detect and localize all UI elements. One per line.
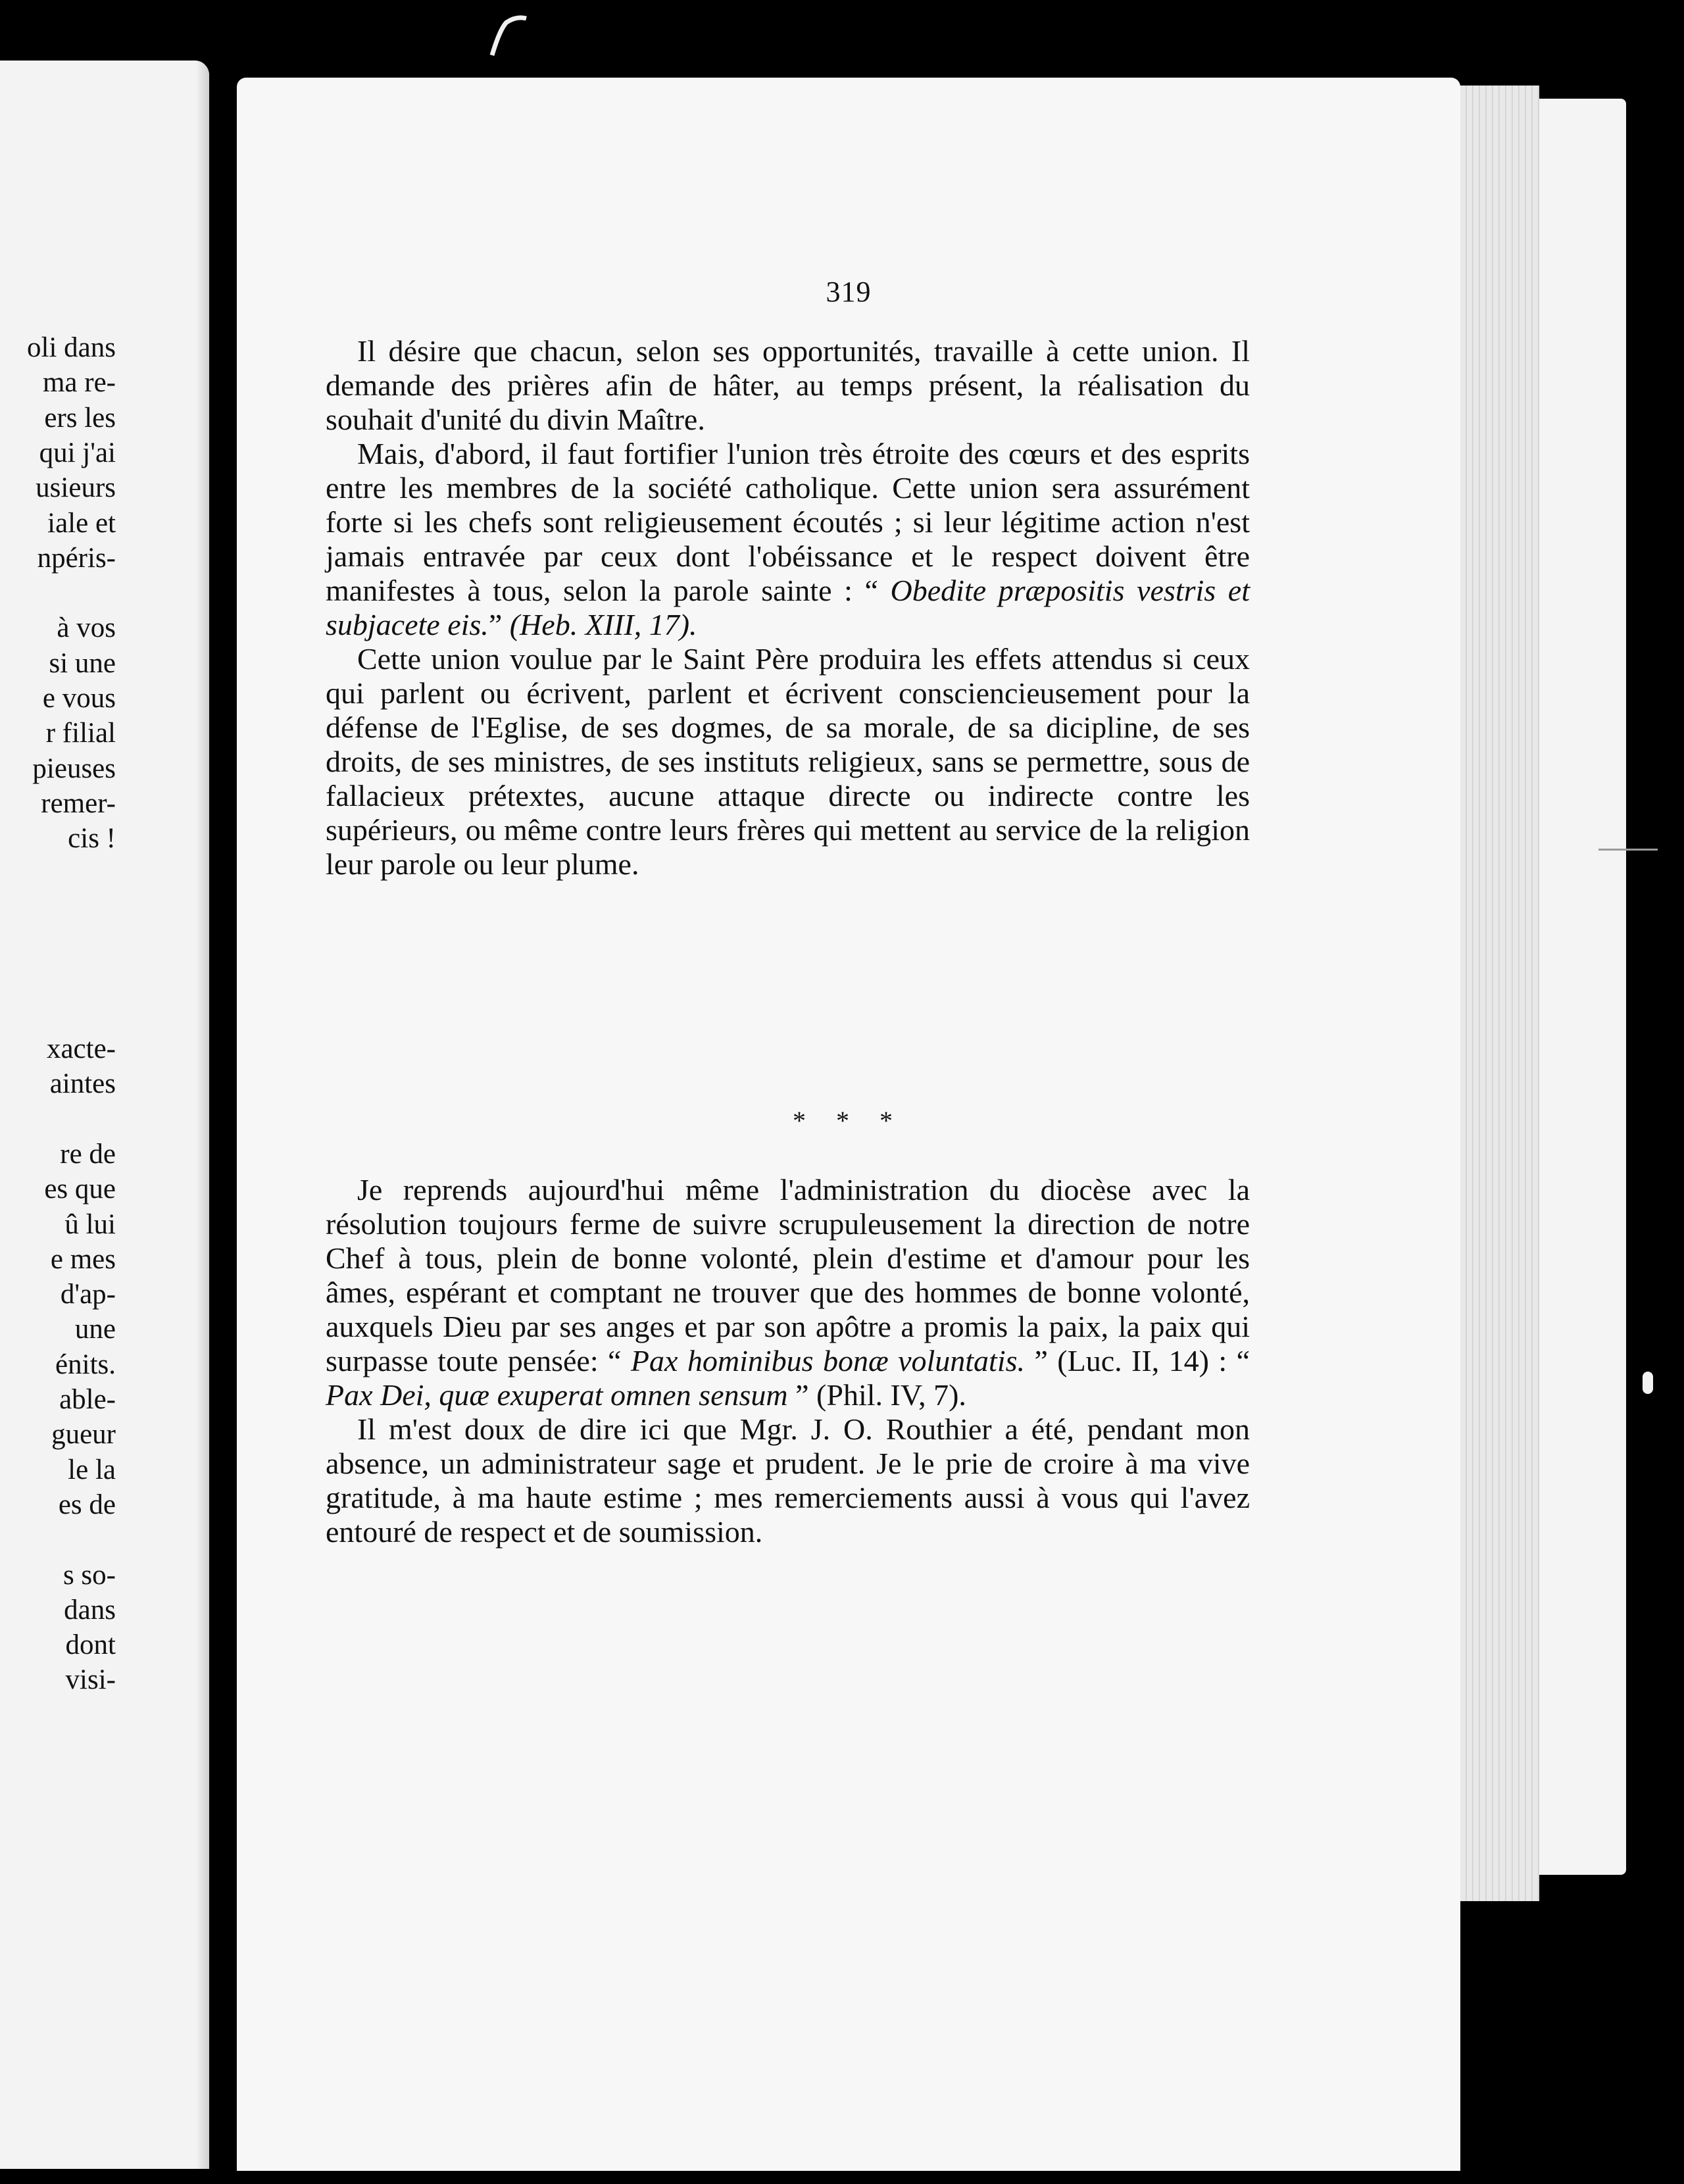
left-page-line: ers les <box>44 402 116 434</box>
ink-mark <box>487 9 539 62</box>
paragraph <box>326 642 1250 881</box>
left-page-line: oli dans <box>27 332 116 363</box>
left-page-line: remer- <box>41 787 116 819</box>
left-page-line: dont <box>65 1629 116 1661</box>
text-run: Mais, d'abord, il faut fortifier l'union très étroite des cœurs et des esprits entre les membres de la société catholique. Cette union sera assurément forte si les chefs sont religieusement écoutés ; si leur légitime action n'est jamais entravée par ceux dont l'obéissance et le respect doivent être manifestes à tous, selon la parole sainte : “ <box>326 437 1250 607</box>
paragraph <box>326 1173 1250 1412</box>
text-run: ” <box>488 608 510 641</box>
left-page-line: pieuses <box>32 753 116 784</box>
left-page-line: aintes <box>49 1068 116 1100</box>
left-page-line: le la <box>68 1454 116 1485</box>
paragraph <box>326 334 1250 437</box>
text-run: ” (Luc. II, 14) : “ <box>1025 1344 1250 1377</box>
section-divider: * * * <box>793 1106 904 1135</box>
left-page-line: xacte- <box>46 1033 116 1064</box>
left-page-line: visi- <box>65 1664 116 1696</box>
left-page-line: r filial <box>45 718 116 749</box>
text-run: Il m'est doux de dire ici que Mgr. J. O. Routhier a été, pendant mon absence, un administrateur sage et prudent. Je le prie de croire à ma vive gratitude, à ma haute estime ; mes remerciements aussi à vous qui l'avez entouré de respect et de soumission. <box>326 1412 1250 1549</box>
specks <box>1643 1372 1653 1394</box>
left-page-line: iale et <box>47 507 116 539</box>
current-page <box>237 78 1460 2171</box>
text-run: ” (Phil. IV, 7). <box>787 1378 966 1412</box>
left-page-line: cis ! <box>68 823 116 855</box>
left-page-line: npéris- <box>37 542 116 574</box>
italic-quote: Obedite præpositis vestris et subjacete eis. <box>326 574 1250 641</box>
page-number: 319 <box>826 276 872 308</box>
left-page-line: re de <box>60 1138 116 1170</box>
left-page-line: une <box>74 1314 116 1345</box>
left-page-line: es de <box>58 1489 116 1520</box>
left-page-line: e mes <box>50 1243 116 1275</box>
text-run: Je reprends aujourd'hui même l'administration du diocèse avec la résolution toujours ferme de suivre scrupuleusement la direction de notre Chef à tous, plein de bonne volonté, plein d'estime et d'amour pour les âmes, espérant et comptant ne trouver que des hommes de bonne volonté, auxquels Dieu par ses anges et par son apôtre a promis la paix, la paix qui surpasse toute pensée: “ <box>326 1173 1250 1377</box>
paragraph <box>326 437 1250 642</box>
left-page-line: gueur <box>51 1419 116 1451</box>
left-page-line: à vos <box>57 612 116 644</box>
left-page-line: qui j'ai <box>39 437 116 468</box>
italic-quote: (Heb. XIII, 17). <box>509 608 697 641</box>
left-page-line: ma re- <box>42 367 116 399</box>
previous-page-fragment <box>0 61 209 2169</box>
left-page-line: able- <box>59 1384 116 1415</box>
left-page-line: si une <box>49 647 116 679</box>
left-page-line: e vous <box>42 683 116 714</box>
text-section-1 <box>326 334 1250 881</box>
paragraph <box>326 1412 1250 1549</box>
italic-quote: Pax Dei, quæ exuperat omnen sensum <box>326 1378 788 1412</box>
left-page-line: s so- <box>62 1559 116 1591</box>
left-page-line: d'ap- <box>60 1279 116 1310</box>
left-page-line: es que <box>44 1174 116 1205</box>
left-page-line: énits. <box>55 1349 116 1380</box>
italic-quote: Pax hominibus bonæ voluntatis. <box>630 1344 1026 1377</box>
left-page-line: û lui <box>64 1208 116 1240</box>
left-page-line: usieurs <box>36 472 116 504</box>
text-run: Il désire que chacun, selon ses opportunités, travaille à cette union. Il demande des prières afin de hâter, au temps présent, la réalisation du souhait d'unité du divin Maître. <box>326 334 1250 436</box>
text-section-2 <box>326 1173 1250 1549</box>
scan-mark <box>1598 849 1658 851</box>
text-run: Cette union voulue par le Saint Père produira les effets attendus si ceux qui parlent ou écrivent, parlent et écrivent consciencieusement pour la défense de l'Eglise, de ses dogmes, de sa morale, de sa dicipline, de ses droits, de ses ministres, de ses instituts religieux, sans se permettre, sous de fallacieux prétextes, aucune attaque directe ou indirecte contre les supérieurs, ou même contre leurs frères qui mettent au service de la religion leur parole ou leur plume. <box>326 642 1250 881</box>
left-page-line: dans <box>64 1594 116 1626</box>
